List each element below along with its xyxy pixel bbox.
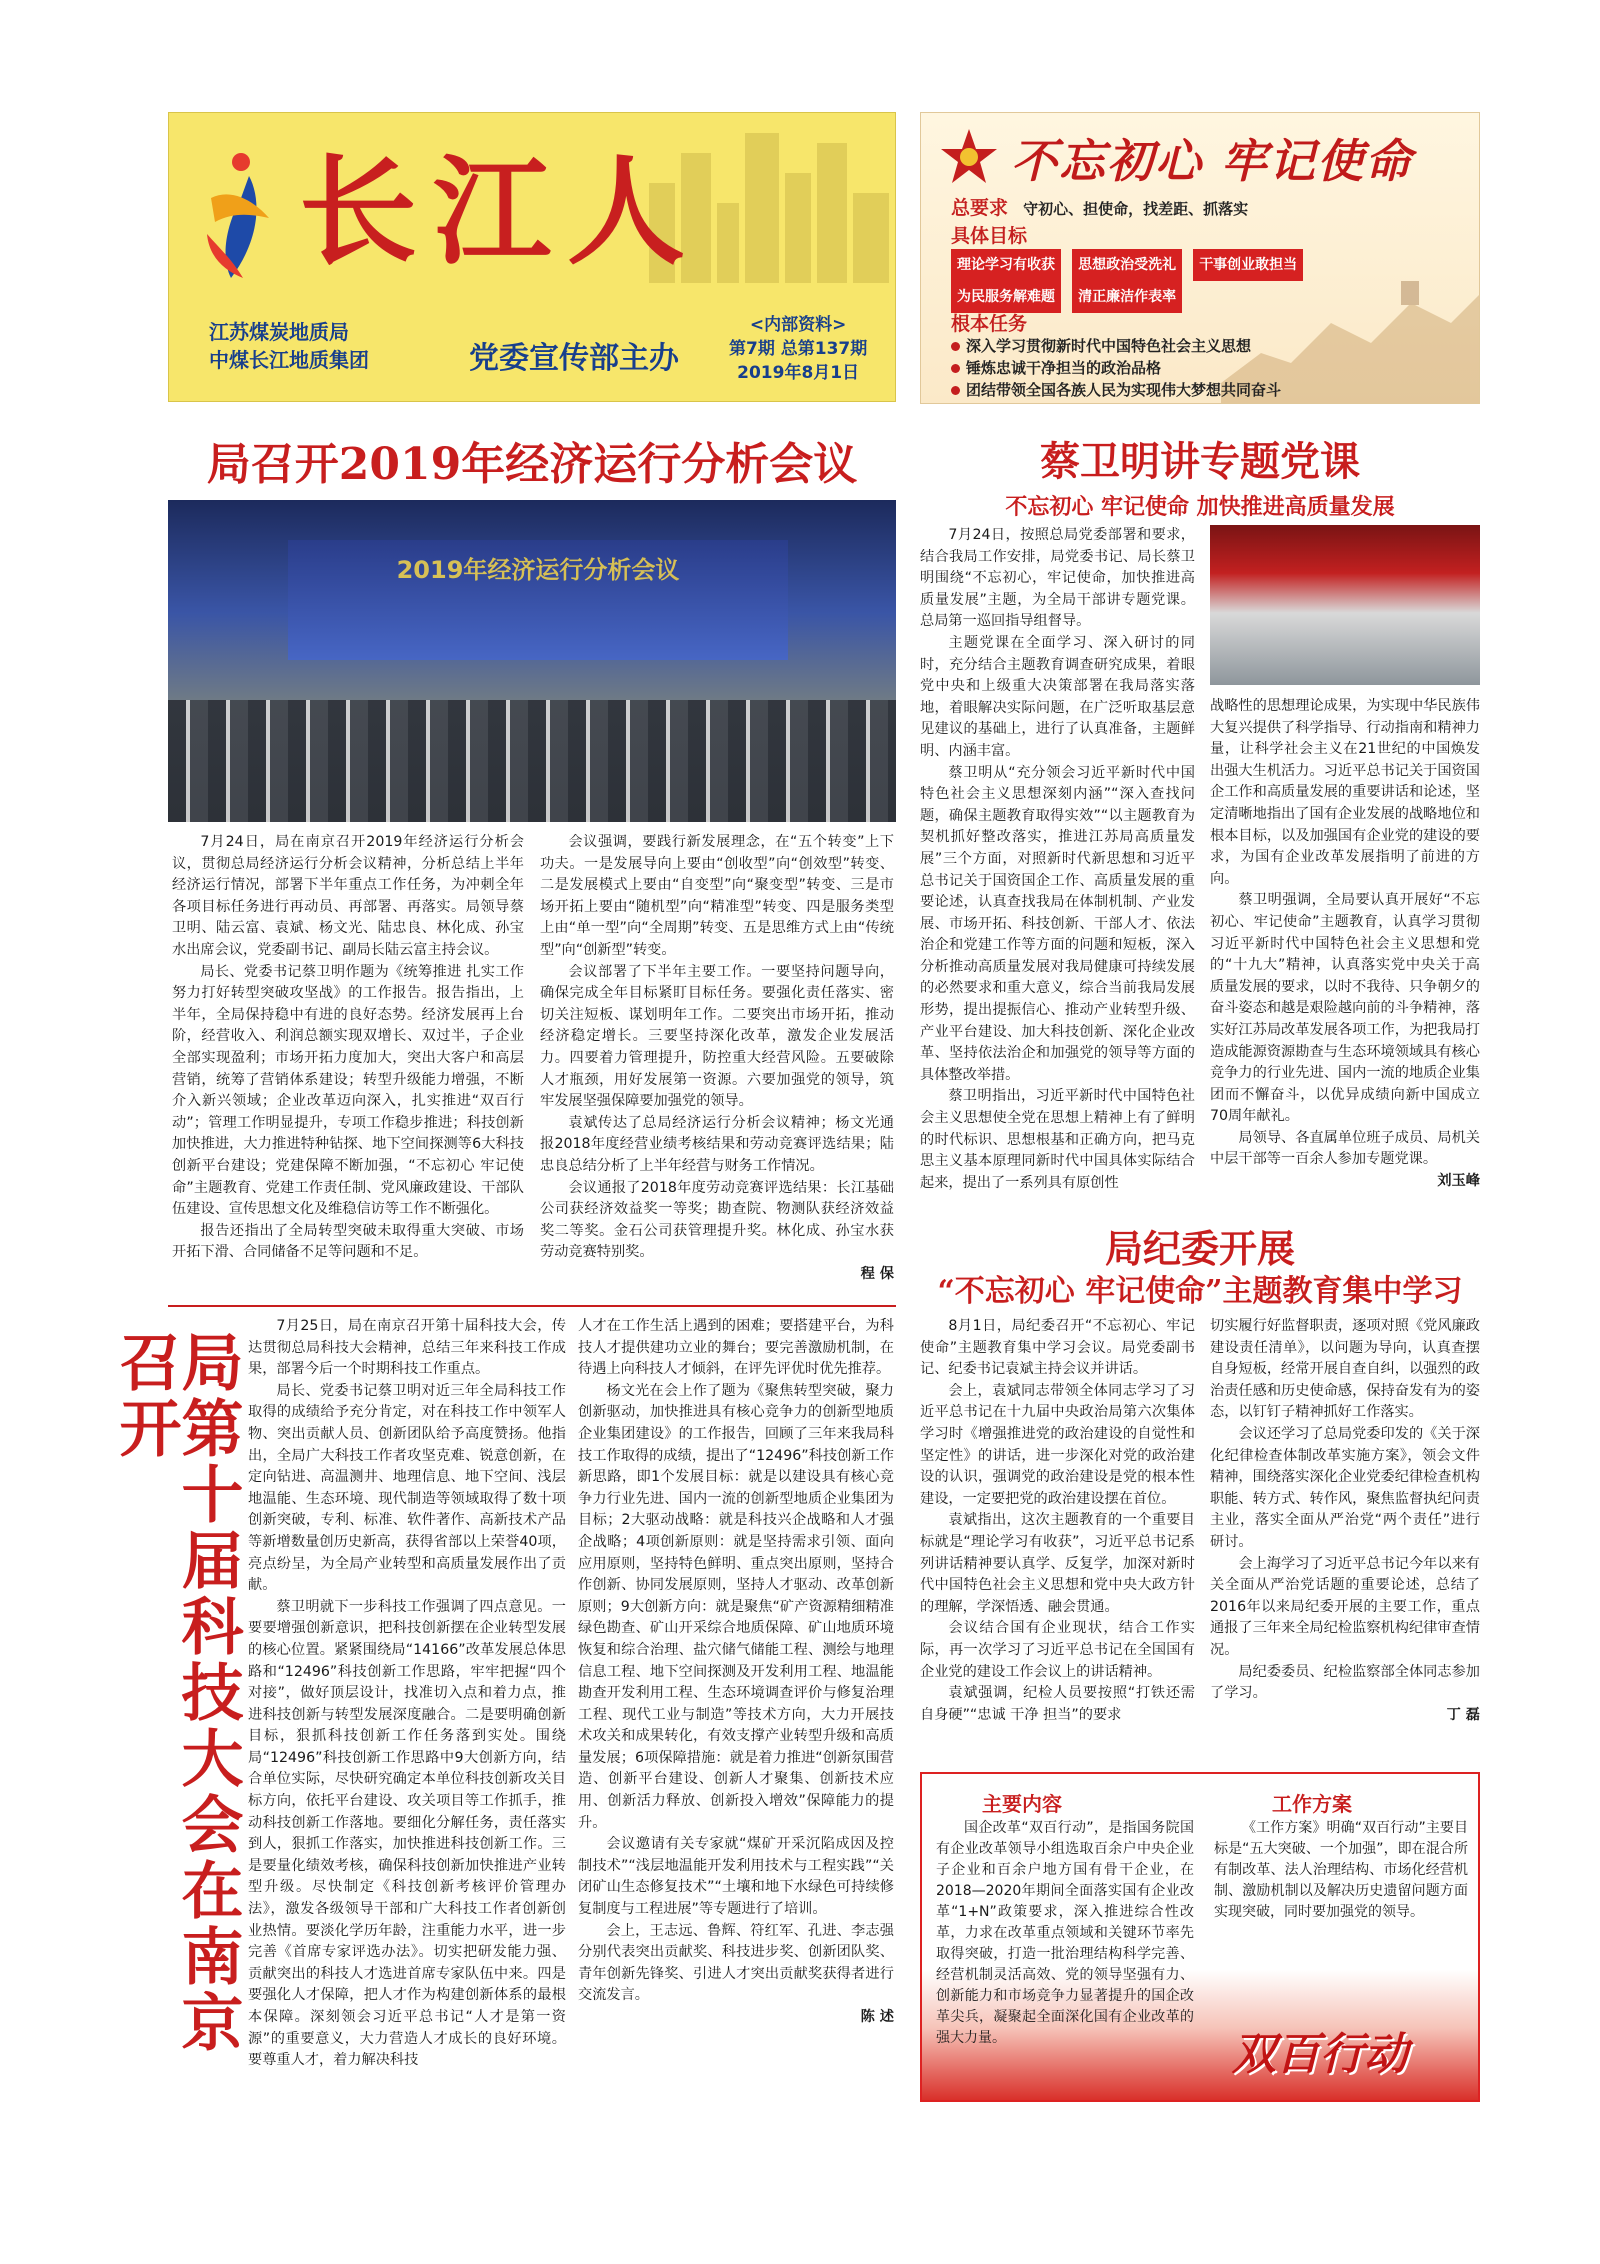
- article3-col2: [578, 1316, 894, 2029]
- divider: [168, 1305, 896, 1307]
- double-hundred-infobox: [920, 1772, 1480, 2102]
- infobox-slogan: 双百行动: [1232, 2029, 1408, 2080]
- article2-photo: [1210, 525, 1480, 685]
- banner-title: 不忘初心 牢记使命: [1011, 134, 1414, 188]
- bullet-icon: [951, 386, 960, 395]
- paragraph: 主题党课在全面学习、深入研讨的同时，充分结合主题教育调查研究成果，着眼党中央和上级重大决策部署在我局落实落地，着眼解决实际问题，在广泛听取基层意见建议的基础上，进行了认真准备，主题鲜明、内涵丰富。: [920, 634, 1195, 759]
- general-requirement: [951, 193, 1248, 220]
- issue-number: 第7期 总第137期: [729, 339, 868, 359]
- article2-headline: 蔡卫明讲专题党课: [1040, 438, 1360, 485]
- target-chip: 为民服务解难题: [951, 281, 1061, 313]
- newspaper-title: 长江人: [299, 142, 702, 281]
- infobox-left-text: [936, 1818, 1194, 2049]
- paragraph: 蔡卫明就下一步科技工作强调了四点意见。一要要增强创新意识，把科技创新摆在企业转型发展的核心位置。紧紧围绕局“14166”改革发展总体思路和“12496”科技创新工作思路，牢牢把握“四个对接”，做好顶层设计，找准切入点和着力点，推进科技创新与转型发展深度融合。二是要明确创新目标，狠抓科技创新工作任务落到实处。围绕局“12496”科技创新工作思路中9大创新方向，结合单位实际，尽快研究确定本单位科技创新攻关目标方向，依托平台建设、攻关项目等工作抓手，推动科技创新工作落地。要细化分解任务，责任落实到人，狠抓工作落实，加快推进科技创新工作。三是要量化绩效考核，确保科技创新加快推进产业转型升级。尽快制定《科技创新考核评价管理办法》，激发各级领导干部和广大科技工作者创新创业热情。要淡化学历年龄，注重能力水平，进一步完善《首席专家评选办法》。切实把研发能力强、贡献突出的科技人才选进首席专家队伍中来。四是要强化人才保障，把人才作为构建创新体系的最根本保障。深刻领会习近平总书记“人才是第一资源”的重要意义，大力营造人才成长的良好环境。要尊重人才，着力解决科技: [248, 1598, 566, 2069]
- article2-subhead: 不忘初心 牢记使命 加快推进高质量发展: [1005, 494, 1395, 520]
- article1-author: 程 保: [860, 1265, 894, 1282]
- paragraph: 会议还学习了总局党委印发的《关于深化纪律检查体制改革实施方案》，领会文件精神，围绕落实深化企业党委纪律检查机构职能、转方式、转作风，聚焦监督执纪问责主业，落实全面从严治党“两个责任”进行研讨。: [1210, 1425, 1480, 1550]
- paragraph: 局长、党委书记蔡卫明作题为《统筹推进 扎实工作 努力打好转型突破攻坚战》的工作报告。报告指出，上半年，全局保持稳中有进的良好态势。经济发展再上台阶，经营收入、利润总额实现双增长、双过半，子企业全部实现盈利；市场开拓力度加大，突出大客户和高层营销，统筹了营销体系建设；转型升级能力增强，不断介入新兴领域；企业改革迈向深入，扎实推进“双百行动”；管理工作明显提升，专项工作稳步推进；科技创新加快推进，大力推进特种钻探、地下空间探测等6大科技创新平台建设；党建保障不断加强，“不忘初心 牢记使命”主题教育、党建工作责任制、党风廉政建设、干部队伍建设、宣传思想文化及维稳信访等工作不断强化。: [172, 963, 524, 1218]
- paragraph: 袁斌传达了总局经济运行分析会议精神；杨文光通报2018年度经营业绩考核结果和劳动竞赛评选结果；陆忠良总结分析了上半年经营与财务工作情况。: [540, 1114, 894, 1174]
- paragraph: 7月24日，局在南京召开2019年经济运行分析会议，贯彻总局经济运行分析会议精神，分析总结上半年经济运行情况，部署下半年重点工作任务，为冲刺全年各项目标任务进行再动员、再部署、再落实。局领导蔡卫明、陆云富、袁斌、杨文光、陆忠良、林化成、孙宝水出席会议，党委副书记、副局长陆云富主持会议。: [172, 834, 524, 958]
- article3-author: 陈 述: [860, 2009, 894, 2025]
- tasks-label: 根本任务: [951, 313, 1028, 335]
- paragraph: 切实履行好监督职责，逐项对照《党风廉政建设责任清单》，以问题为导向，认真查摆自身短板，经常开展自查自纠，以强烈的政治责任感和历史使命感，保持奋发有为的姿态，以钉钉子精神抓好工作落实。: [1210, 1318, 1480, 1421]
- paragraph: 会议通报了2018年度劳动竞赛评选结果：长江基础公司获经济效益奖一等奖；勘查院、物测队获经济效益奖二等奖。金石公司获管理提升奖。林化成、孙宝水获劳动竞赛特别奖。: [540, 1179, 894, 1261]
- article4-col1: [920, 1316, 1195, 1726]
- target-chip: 思想政治受洗礼: [1072, 249, 1182, 281]
- paragraph: 人才在工作生活上遇到的困难；要搭建平台，为科技人才提供建功立业的舞台；要完善激励机制，在待遇上向科技人才倾斜，在评先评优时优先推荐。: [578, 1318, 894, 1378]
- issue-info: [729, 313, 867, 385]
- article2-col2: [1210, 696, 1480, 1193]
- paragraph: 《工作方案》明确“双百行动”主要目标是“五大突破、一个加强”，即在混合所有制改革、法人治理结构、市场化经营机制、激励机制以及解决历史遗留问题方面实现突破，同时要加强党的领导。: [1214, 1820, 1468, 1920]
- task-text: 团结带领全国各族人民为实现伟大梦想共同奋斗: [966, 381, 1282, 399]
- logo-icon: [191, 138, 283, 288]
- task-text: 锤炼忠诚干净担当的政治品格: [966, 359, 1162, 377]
- paragraph: 会上海学习了习近平总书记今年以来有关全面从严治党话题的重要论述，总结了2016年以来局纪委开展的主要工作，重点通报了三年来全局纪检监察机构纪律审查情况。: [1210, 1555, 1480, 1658]
- issue-date: 2019年8月1日: [737, 363, 860, 383]
- paragraph: 蔡卫明从“充分领会习近平新时代中国特色社会主义思想深刻内涵”“深入查找问题，确保主题教育取得实效”“以主题教育为契机抓好整改落实，推进江苏局高质量发展”三个方面，对照新时代新思想和习近平总书记关于国资国企工作、高质量发展的重要论述，认真查找我局在体制机制、产业发展、市场开拓、科技创新、干部人才、依法治企和党建工作等方面的问题和短板，深入分析推动高质量发展对我局健康可持续发展的必然要求和重大意义，综合当前我局发展形势，提出提振信心、推动产业转型升级、产业平台建设、加大科技创新、深化企业改革、坚持依法治企和加强党的领导等方面的具体整改举措。: [920, 764, 1195, 1083]
- target-chip: 理论学习有收获: [951, 249, 1061, 281]
- article4-headline-line2: “不忘初心 牢记使命”主题教育集中学习: [937, 1274, 1463, 1309]
- bullet-icon: [951, 364, 960, 373]
- paragraph: 蔡卫明强调，全局要认真开展好“不忘初心、牢记使命”主题教育，认真学习贯彻习近平新时代中国特色社会主义思想和党的“十九大”精神，认真落实党中央关于高质量发展的要求，以时不我待、只争朝夕的奋斗姿态和越是艰险越向前的斗争精神，落实好江苏局改革发展各项工作，为把我局打造成能源资源勘查与生态环境领域具有核心竞争力的行业先进、国内一流的地质企业集团而不懈奋斗，以优异成绩向新中国成立70周年献礼。: [1210, 892, 1480, 1125]
- article2-col1: [920, 525, 1195, 1194]
- sponsor-label: 党委宣传部主办: [469, 341, 679, 376]
- target-chip: 干事创业敢担当: [1193, 249, 1303, 281]
- paragraph: 国企改革“双百行动”，是指国务院国有企业改革领导小组选取百余户中央企业子企业和百余户地方国有骨干企业，在2018—2020年期间全面落实国有企业改革“1+N”政策要求，深入推进综合性改革，力求在改革重点领域和关键环节率先取得突破，打造一批治理结构科学完善、经营机制灵活高效、党的领导坚强有力、创新能力和市场竞争力显著提升的国企改革尖兵，凝聚起全面深化国有企业改革的强大力量。: [936, 1820, 1194, 2046]
- general-label: 总要求: [951, 197, 1009, 219]
- screen-banner-text: 2019年经济运行分析会议: [396, 556, 680, 584]
- target-chip: 清正廉洁作表率: [1072, 281, 1182, 313]
- article4-author: 丁 磊: [1446, 1706, 1480, 1723]
- article3-vertical-headline: 局第十届科技大会在南京召开: [109, 1330, 244, 2056]
- bullet-icon: [951, 342, 960, 351]
- article4-col2: [1210, 1316, 1480, 1726]
- paragraph: 会议部署了下半年主要工作。一要坚持问题导向，确保完成全年目标紧盯目标任务。要强化责任落实、密切关注短板、谋划明年工作。二要突出市场开拓，推动经济稳定增长。三要坚持深化改革，激发企业发展活力。四要着力管理提升，防控重大经营风险。五要破除人才瓶颈，用好发展第一资源。六要加强党的领导，筑牢发展坚强保障要加强党的领导。: [540, 963, 894, 1110]
- paragraph: 8月1日，局纪委召开“不忘初心、牢记使命”主题教育集中学习会议。局党委副书记、纪委书记袁斌主持会议并讲话。: [920, 1318, 1195, 1378]
- article3-col1: [248, 1316, 566, 2072]
- tasks-list: [951, 335, 1281, 401]
- article2-author: 刘玉峰: [1437, 1173, 1480, 1190]
- paragraph: 会上，王志远、鲁辉、符红军、孔进、李志强分别代表突出贡献奖、科技进步奖、创新团队奖、青年创新先锋奖、引进人才突出贡献奖获得者进行交流发言。: [578, 1922, 894, 2004]
- article1-headline: 局召开2019年经济运行分析会议: [206, 439, 858, 490]
- paragraph: 7月25日，局在南京召开第十届科技大会，传达贯彻总局科技大会精神，总结三年来科技工作成果，部署今后一个时期科技工作重点。: [248, 1318, 566, 1378]
- paragraph: 袁斌指出，这次主题教育的一个重要目标就是“理论学习有收获”，习近平总书记系列讲话精神要认真学、反复学，加深对新时代中国特色社会主义思想和党中央大政方针的理解，学深悟透、融会贯通。: [920, 1512, 1195, 1615]
- article4-headline-line1: 局纪委开展: [1104, 1226, 1295, 1271]
- article1-photo: [168, 500, 896, 822]
- masthead: [168, 112, 896, 402]
- org-line-2: 中煤长江地质集团: [209, 348, 369, 372]
- audience-rows: [168, 700, 896, 822]
- paragraph: 局纪委委员、纪检监察部全体同志参加了学习。: [1210, 1663, 1480, 1702]
- paragraph: 会议邀请有关专家就“煤矿开采沉陷成因及控制技术”“浅层地温能开发利用技术与工程实践”“关闭矿山生态修复技术”“土壤和地下水绿色可持续修复制度与工程进展”等专题进行了培训。: [578, 1836, 894, 1918]
- party-star-icon: [939, 127, 999, 187]
- paragraph: 蔡卫明指出，习近平新时代中国特色社会主义思想使全党在思想上精神上有了鲜明的时代标识、思想根基和正确方向，把马克思主义基本原理同新时代中国具体实际结合起来，提出了一系列具有原创性: [920, 1088, 1195, 1191]
- infobox-right-text: [1214, 1818, 1468, 1923]
- paragraph: 报告还指出了全局转型突破未取得重大突破、市场开拓下滑、合同储备不足等问题和不足。: [172, 1222, 524, 1261]
- paragraph: 会上，袁斌同志带领全体同志学习了习近平总书记在十九届中央政治局第六次集体学习时《增强推进党的政治建设的自觉性和坚定性》的讲话，进一步深化对党的政治建设的认识，强调党的政治建设是党的根本性建设，一定要把党的政治建设摆在首位。: [920, 1382, 1195, 1507]
- task-text: 深入学习贯彻新时代中国特色社会主义思想: [966, 337, 1252, 355]
- infobox-right-title: 工作方案: [1272, 1792, 1352, 1816]
- paragraph: 局长、党委书记蔡卫明对近三年全局科技工作取得的成绩给予充分肯定，对在科技工作中领军人物、突出贡献人员、创新团队给予高度赞扬。他指出，全局广大科技工作者攻坚克难、锐意创新，在定向钻进、高温测井、地理信息、地下空间、浅层地温能、生态环境、现代制造等领域取得了数十项创新突破，专利、标准、软件著作、高新技术产品等新增数量创历史新高，获得省部以上荣誉40项，亮点纷呈，为全局产业转型和高质量发展作出了贡献。: [248, 1382, 566, 1594]
- paragraph: 会议结合国有企业现状，结合工作实际，再一次学习了习近平总书记在全国国有企业党的建设工作会议上的讲话精神。: [920, 1620, 1195, 1680]
- paragraph: 会议强调，要践行新发展理念，在“五个转变”上下功夫。一是发展导向上要由“创收型”向“创效型”转变、二是发展模式上要由“自变型”向“聚变型”转变、三是市场开拓上要由“随机型”向“精准型”转变、四是服务类型上由“单一型”向“全周期”转变、五是思维方式上由“传统型”向“创新型”转变。: [540, 834, 894, 958]
- paragraph: 局领导、各直属单位班子成员、局机关中层干部等一百余人参加专题党课。: [1210, 1129, 1480, 1168]
- org-line-1: 江苏煤炭地质局: [209, 320, 349, 344]
- internal-label: <内部资料>: [749, 315, 847, 335]
- general-text: 守初心、担使命，找差距、抓落实: [1023, 200, 1249, 218]
- campaign-banner: [920, 112, 1480, 404]
- article1-col1: [172, 832, 524, 1264]
- targets-label: 具体目标: [951, 225, 1028, 247]
- paragraph: 战略性的思想理论成果，为实现中华民族伟大复兴提供了科学指导、行动指南和精神力量，让科学社会主义在21世纪的中国焕发出强大生机活力。习近平总书记关于国资国企工作和高质量发展的重要讲话和论述，坚定清晰地指出了国有企业发展的战略地位和根本目标，以及加强国有企业党的建设的要求，为国有企业改革发展指明了前进的方向。: [1210, 698, 1480, 887]
- task-item: [951, 335, 1281, 357]
- task-item: [951, 357, 1281, 379]
- publisher-org: [209, 318, 369, 374]
- infobox-left-title: 主要内容: [982, 1792, 1062, 1816]
- task-item: [951, 379, 1281, 401]
- paragraph: 杨文光在会上作了题为《聚焦转型突破，聚力创新驱动，加快推进具有核心竞争力的创新型地质企业集团建设》的工作报告，回顾了三年来我局科技工作取得的成绩，提出了“12496”科技创新工作新思路，即1个发展目标：就是以建设具有核心竞争力行业先进、国内一流的创新型地质企业集团为目标；2大驱动战略：就是科技兴企战略和人才强企战略；4项创新原则：就是坚持需求引领、面向应用原则，坚持特色鲜明、重点突出原则，坚持合作创新、协同发展原则，坚持人才驱动、改革创新原则；9大创新方向：就是聚焦“矿产资源精细精准绿色勘查、矿山开采综合地质保障、矿山地质环境恢复和综合治理、盐穴储气储能工程、测绘与地理信息工程、地下空间探测及开发利用工程、地温能勘查开发利用工程、生态环境调查评价与修复治理工程、现代工业与制造”等技术方向，大力开展技术攻关和成果转化，有效支撑产业转型升级和高质量发展；6项保障措施：就是着力推进“创新氛围营造、创新平台建设、创新人才聚集、创新技术应用、创新活力释放、创新投入增效”保障能力的提升。: [578, 1382, 894, 1831]
- article1-col2: [540, 832, 894, 1285]
- targets-list: [951, 249, 1451, 313]
- paragraph: 7月24日，按照总局党委部署和要求，结合我局工作安排，局党委书记、局长蔡卫明围绕“不忘初心，牢记使命，加快推进高质量发展”主题，为全局干部讲专题党课。总局第一巡回指导组督导。: [920, 527, 1195, 630]
- paragraph: 袁斌强调，纪检人员要按照“打铁还需自身硬”“忠诚 干净 担当”的要求: [920, 1685, 1195, 1723]
